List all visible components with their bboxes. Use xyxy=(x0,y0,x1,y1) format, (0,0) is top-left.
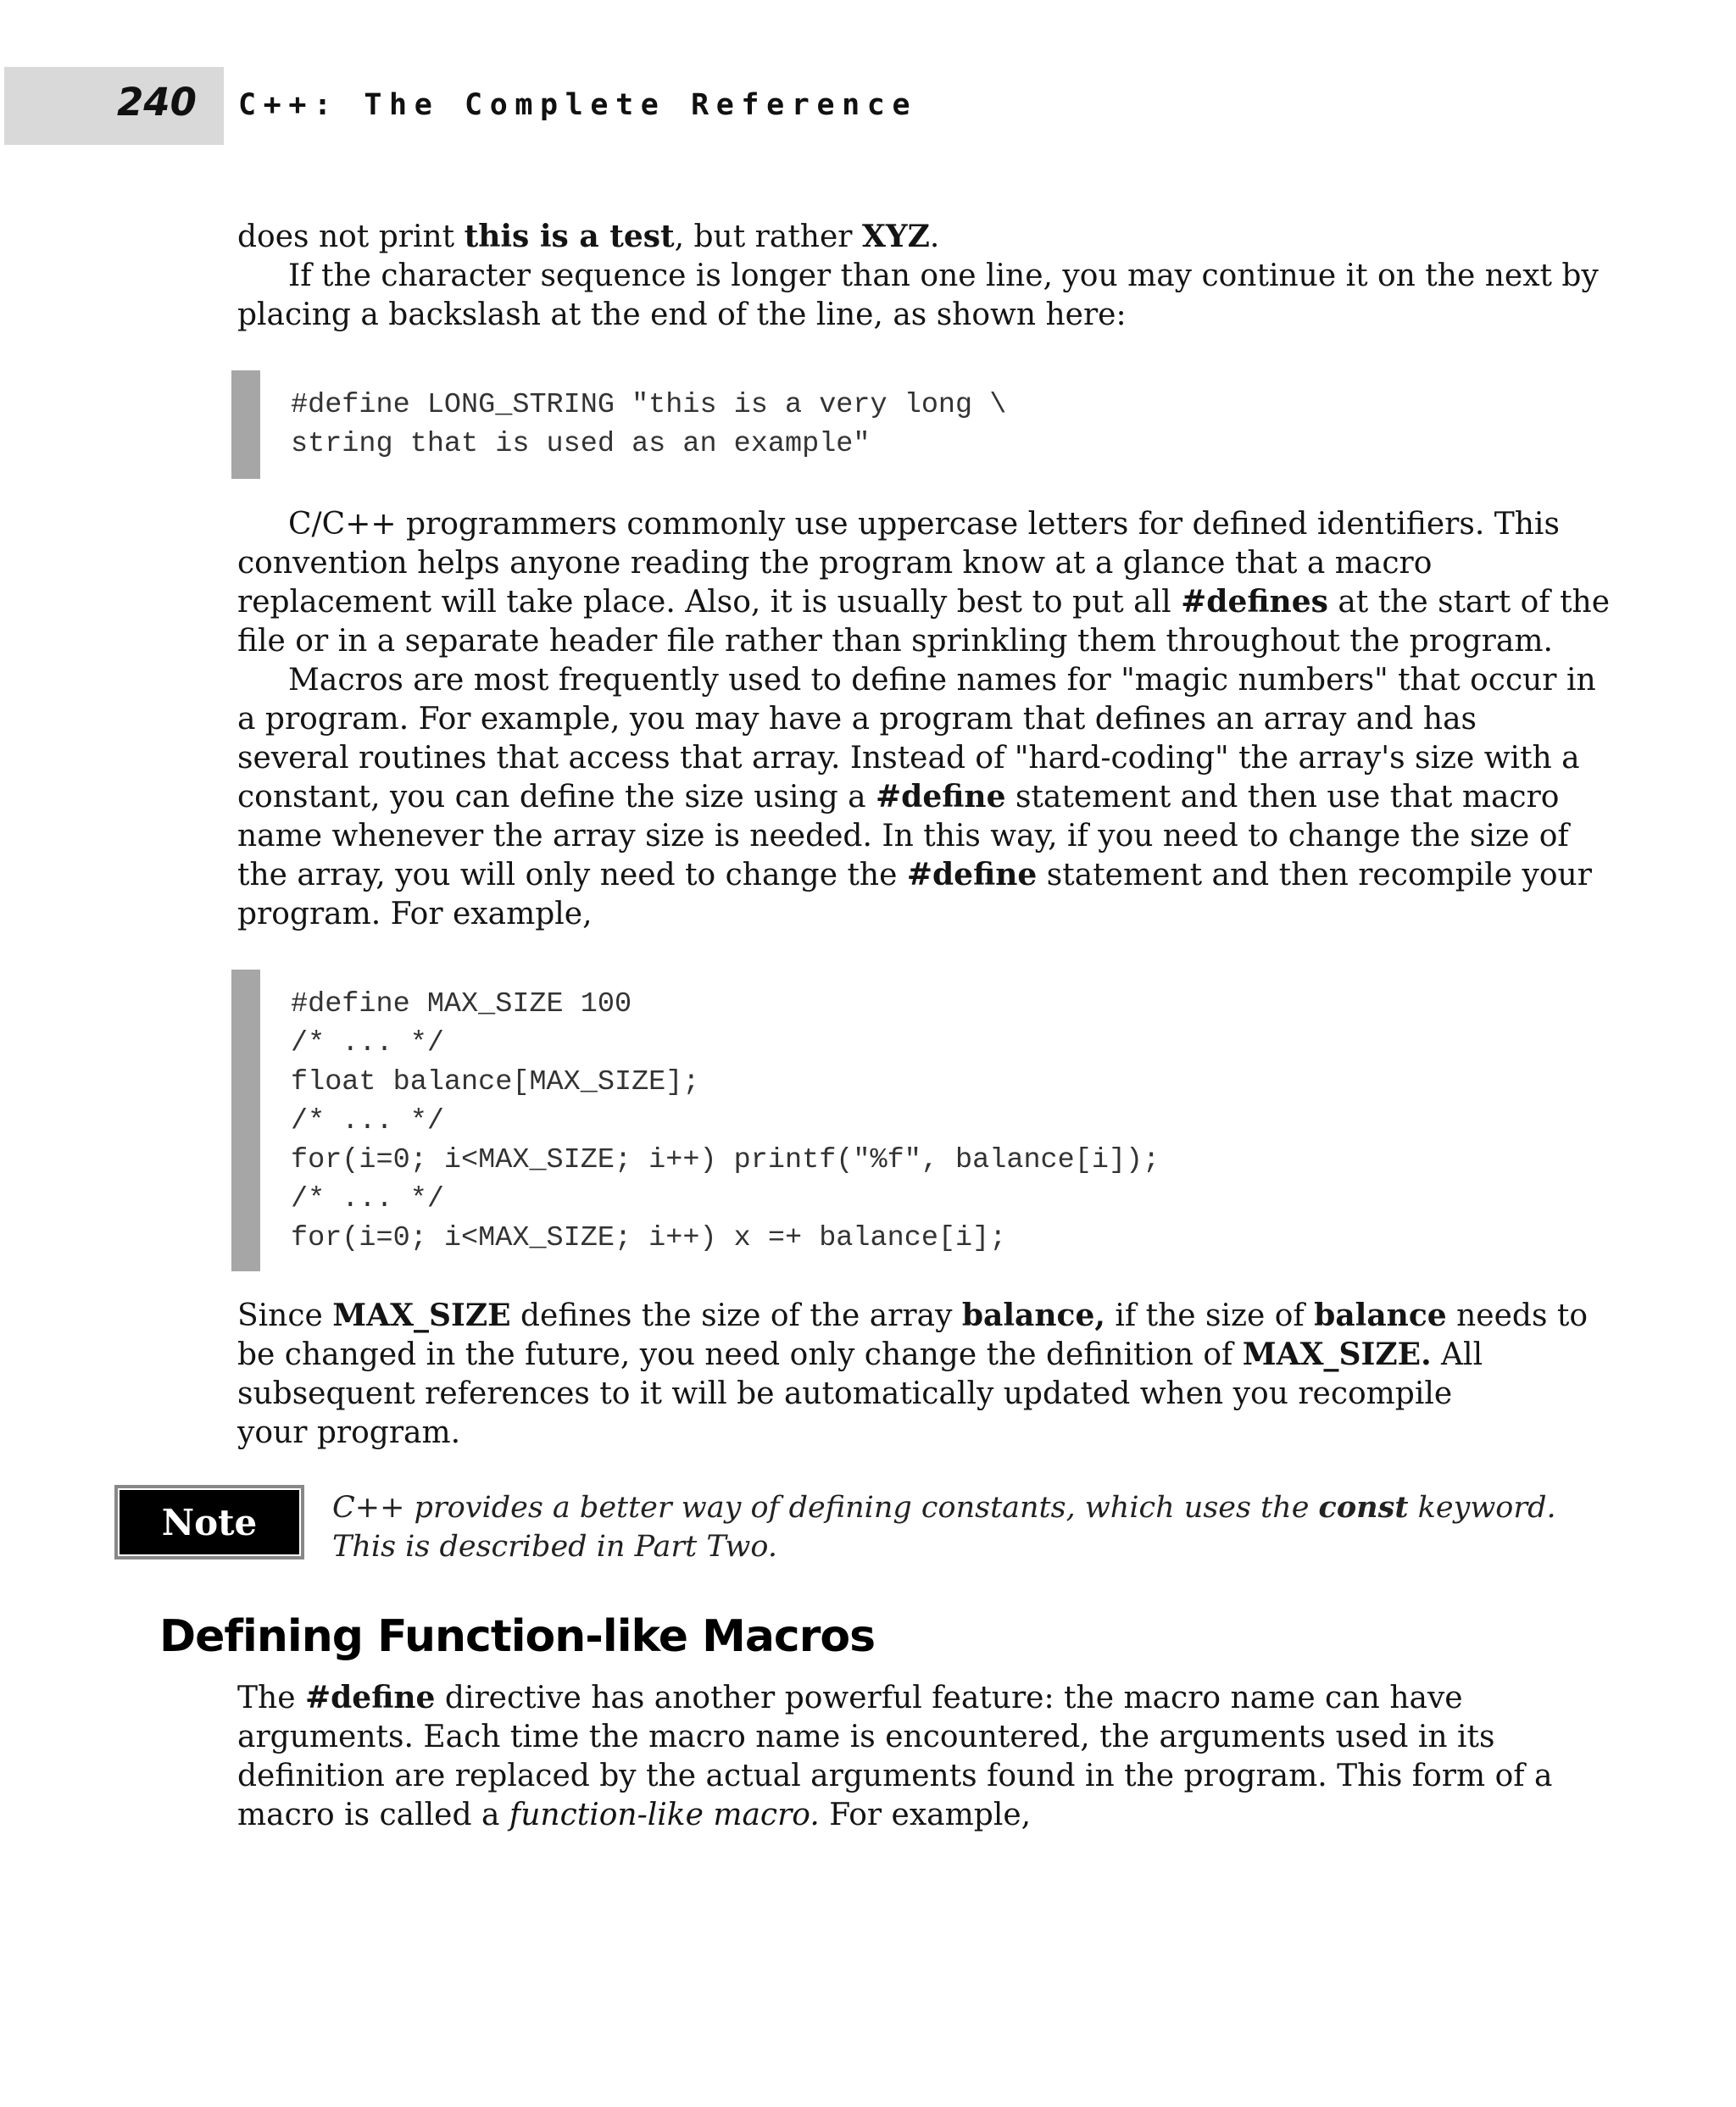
text-line: placing a backslash at the end of the line, as shown here: xyxy=(237,297,1127,332)
text-line: Since MAX_SIZE defines the size of the array balance, if the size of balance needs to xyxy=(237,1298,1589,1333)
code-block-bar xyxy=(231,970,260,1271)
note-label: Note xyxy=(161,1502,258,1543)
text-line: replacement will take place. Also, it is usually best to put all #defines at the start of the xyxy=(237,584,1611,620)
note-text-line: C++ provides a better way of defining constants, which uses the const keyword. xyxy=(332,1490,1556,1525)
text-line: arguments. Each time the macro name is encountered, the arguments used in its xyxy=(237,1720,1495,1754)
code-line: #define MAX_SIZE 100 xyxy=(291,988,632,1020)
note-text-line: This is described in Part Two. xyxy=(332,1530,777,1564)
text-line: your program. xyxy=(237,1415,461,1450)
text-line: Macros are most frequently used to define names for "magic numbers" that occur in xyxy=(288,663,1596,698)
section-heading: Defining Function-like Macros xyxy=(159,1611,876,1662)
text-line: If the character sequence is longer than one line, you may continue it on the next by xyxy=(288,259,1599,293)
text-line: program. For example, xyxy=(237,897,593,931)
text-line: several routines that access that array. Instead of "hard-coding" the array's size with a xyxy=(237,741,1580,776)
text-line: The #define directive has another powerful feature: the macro name can have xyxy=(237,1680,1463,1715)
text-line: does not print this is a test, but rather XYZ. xyxy=(237,219,940,254)
text-line: convention helps anyone reading the program know at a glance that a macro xyxy=(237,546,1433,581)
code-block xyxy=(291,386,1006,464)
code-line: for(i=0; i<MAX_SIZE; i++) printf("%f", balance[i]); xyxy=(291,1144,1160,1176)
note-badge xyxy=(114,1485,304,1559)
page-number: 240 xyxy=(117,80,197,125)
text-line: a program. For example, you may have a program that defines an array and has xyxy=(237,702,1477,737)
code-line: string that is used as an example" xyxy=(291,428,871,460)
text-line: definition are replaced by the actual arguments found in the program. This form of a xyxy=(237,1759,1553,1793)
text-line: file or in a separate header file rather than sprinkling them throughout the program. xyxy=(237,624,1553,659)
text-line: the array, you will only need to change the #define statement and then recompile your xyxy=(237,857,1592,892)
text-line: macro is called a function-like macro. For example, xyxy=(237,1798,1032,1832)
text-line: subsequent references to it will be automatically updated when you recompile xyxy=(237,1376,1453,1411)
code-line: /* ... */ xyxy=(291,1183,444,1215)
code-line: #define LONG_STRING "this is a very long \ xyxy=(291,389,1007,421)
text-line: C/C++ programmers commonly use uppercase letters for defined identifiers. This xyxy=(288,507,1560,542)
code-line: for(i=0; i<MAX_SIZE; i++) x =+ balance[i]; xyxy=(291,1222,1007,1254)
text-line: name whenever the array size is needed. In this way, if you need to change the size of xyxy=(237,819,1569,853)
text-line: be changed in the future, you need only change the definition of MAX_SIZE. All xyxy=(237,1337,1483,1372)
code-line: /* ... */ xyxy=(291,1105,444,1137)
code-block-bar xyxy=(231,370,260,479)
code-line: /* ... */ xyxy=(291,1027,444,1059)
text-line: constant, you can define the size using a #define statement and then use that macro xyxy=(237,779,1560,814)
code-block xyxy=(291,985,1160,1258)
running-title: C++: The Complete Reference xyxy=(238,88,918,122)
code-line: float balance[MAX_SIZE]; xyxy=(291,1066,700,1098)
